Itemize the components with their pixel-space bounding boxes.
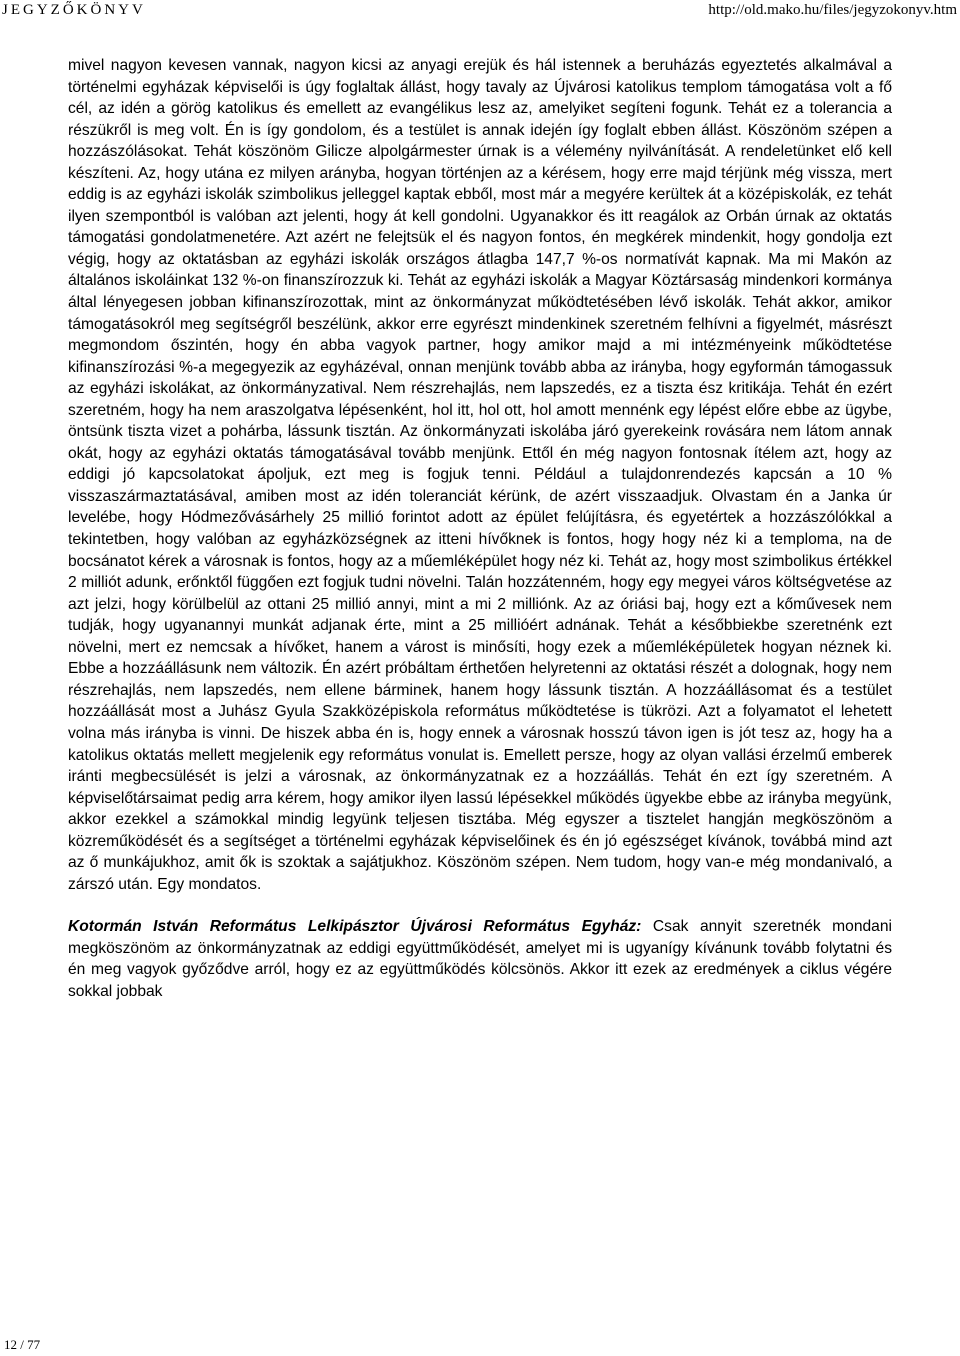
source-url: http://old.mako.hu/files/jegyzokonyv.htm: [708, 2, 957, 18]
paragraph-mayor: mivel nagyon kevesen vannak, nagyon kicsi az anyagi erejük és hál istennek a beruházás egyeztetés alkalmával a történelmi egyházak képviselői is úgy foglaltak állást, hogy tavaly az Újvárosi katolikus templom támogatása volt a fő cél, az idén a görög katolikus és emellett az evangélikus lesz az, amelyiket segíteni fogunk. Tehát ez a tolerancia a részükről is meg volt. Én is így gondolom, és a testület is annak idején így foglalt ebben állást. Köszönöm szépen a hozzászólásokat. Tehát köszönöm Gilicze alpolgármester úrnak is a vélemény nyilvánítását. A rendeletünket elő kell készíteni. Az, hogy utána ez milyen arányba, hogyan történjen az a kérésem, hogy erre majd térjünk még vissza, mert eddig is az egyházi iskolák szimbolikus jelleggel kaptak ebből, most már a megyére kerültek át a középiskolák, ez tehát ilyen szempontból is valóban azt jelenti, hogy át kell gondolni. Ugyanakkor és itt reagálok az Orbán úrnak az oktatás támogatási gondolatmenetére. Azt azért ne felejtsük el és nagyon fontos, én megkérek mindenkit, hogy gondolja ezt végig, hogy az oktatásban az egyházi iskolák országos átlagba 147,7 %-os normatívát kapnak. Ma mi Makón az általános iskoláinkat 132 %-on finanszírozzuk ki. Tehát az egyházi iskolák a Magyar Köztársaság mindenkori kormánya által lényegesen jobban kifinanszírozottak, mint az önkormányzat működtetésében lévő iskolák. Tehát akkor, amikor támogatásokról meg segítségről beszélünk, akkor erre egyrészt mindenkinek szeretném felhívni a figyelmét, másrészt megmondom őszintén, hogy én abba vagyok partner, hogy amikor majd a mi intézményeink működtetése kifinanszírozási %-a megegyezik az egyházéval, onnan menjünk tovább abba az irányba, hogy egyformán támogassuk az egyházi iskolákat, az önkormányzatival. Nem részrehajlás, nem lapszedés, ez a tiszta ész kritikája. Tehát én ezért szeretném, hogy ha nem araszolgatva lépésenként, hol itt, hol ott, hol amott mennénk egy lépést előre ebbe az ügybe, öntsünk tiszta vizet a pohárba, lássunk tisztán. Az önkormányzati iskolába járó gyerekeink rovására nem látom annak okát, hogy az egyházi oktatás támogatásával tovább menjünk. Ettől én még nagyon fontosnak ítélem azt, hogy az eddigi jó kapcsolatokat ápoljuk, ezt meg is fogjuk tenni. Például a tulajdonrendezés kapcsán a 10 % visszaszármaztatásával, amiben most az idén toleranciát kérünk, de azért visszaadjuk. Olvastam én a Janka úr levelébe, hogy Hódmezővásárhely 25 millió forintot adott az épület felújításra, és egyetértek a hozzászólókkal a tekintetben, hogy valóban az egyházközségnek az itteni hívőknek is fontos, hogy hogy néz ki a temploma, na de bocsánatot kérek a városnak is fontos, hogy az a műemléképület hogy néz ki. Tehát az, hogy most szimbolikus értékkel 2 milliót adunk, erőnktől függően ezt fogjuk tudni növelni. Talán hozzátenném, hogy egy megyei város költségvetése az azt jelzi, hogy körülbelül az ottani 25 millió annyi, mint a mi 2 milliónk. Az az óriási baj, hogy ezt a kőművesek nem tudják, hogy ugyanannyi munkát adjanak érte, mint a 25 millióért adnának. Tehát a későbbiekbe szeretnénk ezt növelni, mert ez nemcsak a hívőket, hanem a várost is minősíti, hogy ezek a műemléképületek hogyan néznek ki. Ebbe a hozzáállásunk nem változik. Én azért próbáltam érthetően helyretenni az oktatási részét a dolognak, hogy nem részrehajlás, nem lapszedés, nem ellene bárminek, hanem hogy lássunk tisztán. A hozzáállásomat és a testület hozzáállását most a Juhász Gyula Szakközépiskola református működtetése is tükrözi. Azt a folyamatot el lehetett volna más irányba is vinni. De hiszek abba én is, hogy ennek a városnak hosszú távon igen is jót tesz az, hogy ha a katolikus oktatás mellett megjelenik egy református vonulat is. Emellett persze, hogy az olyan vallási érzelmű emberek iránti megbecsülését is jelzi a városnak, az önkormányzatnak ez a hozzáállás. Tehát én ezt így szeretném. A képviselőtársaimat pedig arra kérem, hogy amikor ilyen lassú lépésekkel működés ügyekbe ebbe az irányba megyünk, akkor ezekkel a számokkal mindig legyünk teljesen tisztába. Még egyszer a tisztelet hangján megköszönöm a közreműködését és a segítséget a történelmi egyházak képviselőinek és én jó egészséget kívánok, továbbá mind azt az ő munkájukhoz, amit ők is szoktak a sajátjukhoz. Köszönöm szépen. Nem tudom, hogy van-e még mondanivaló, a zárszó után. Egy mondatos.: [68, 57, 892, 893]
page-header: [0, 0, 960, 22]
speech-text: Csak annyit szeretnék mondani megköszönöm az önkormányzatnak az eddigi együttműködését, amelyet mi is ugyanígy kívánunk tovább folytatni és én meg vagyok győződve arról, hogy ez az együttműködés kölcsönös. Akkor itt ezek az eredmények a ciklus végére sokkal jobbak: [68, 918, 892, 1000]
speaker-name: Kotormán István Református Lelkipásztor Újvárosi Református Egyház:: [68, 918, 642, 936]
paragraph-kotorman: [68, 916, 892, 1002]
document-title: JEGYZŐKÖNYV: [2, 2, 146, 18]
document-body: [68, 55, 892, 1003]
page-number: 12 / 77: [4, 1337, 41, 1352]
